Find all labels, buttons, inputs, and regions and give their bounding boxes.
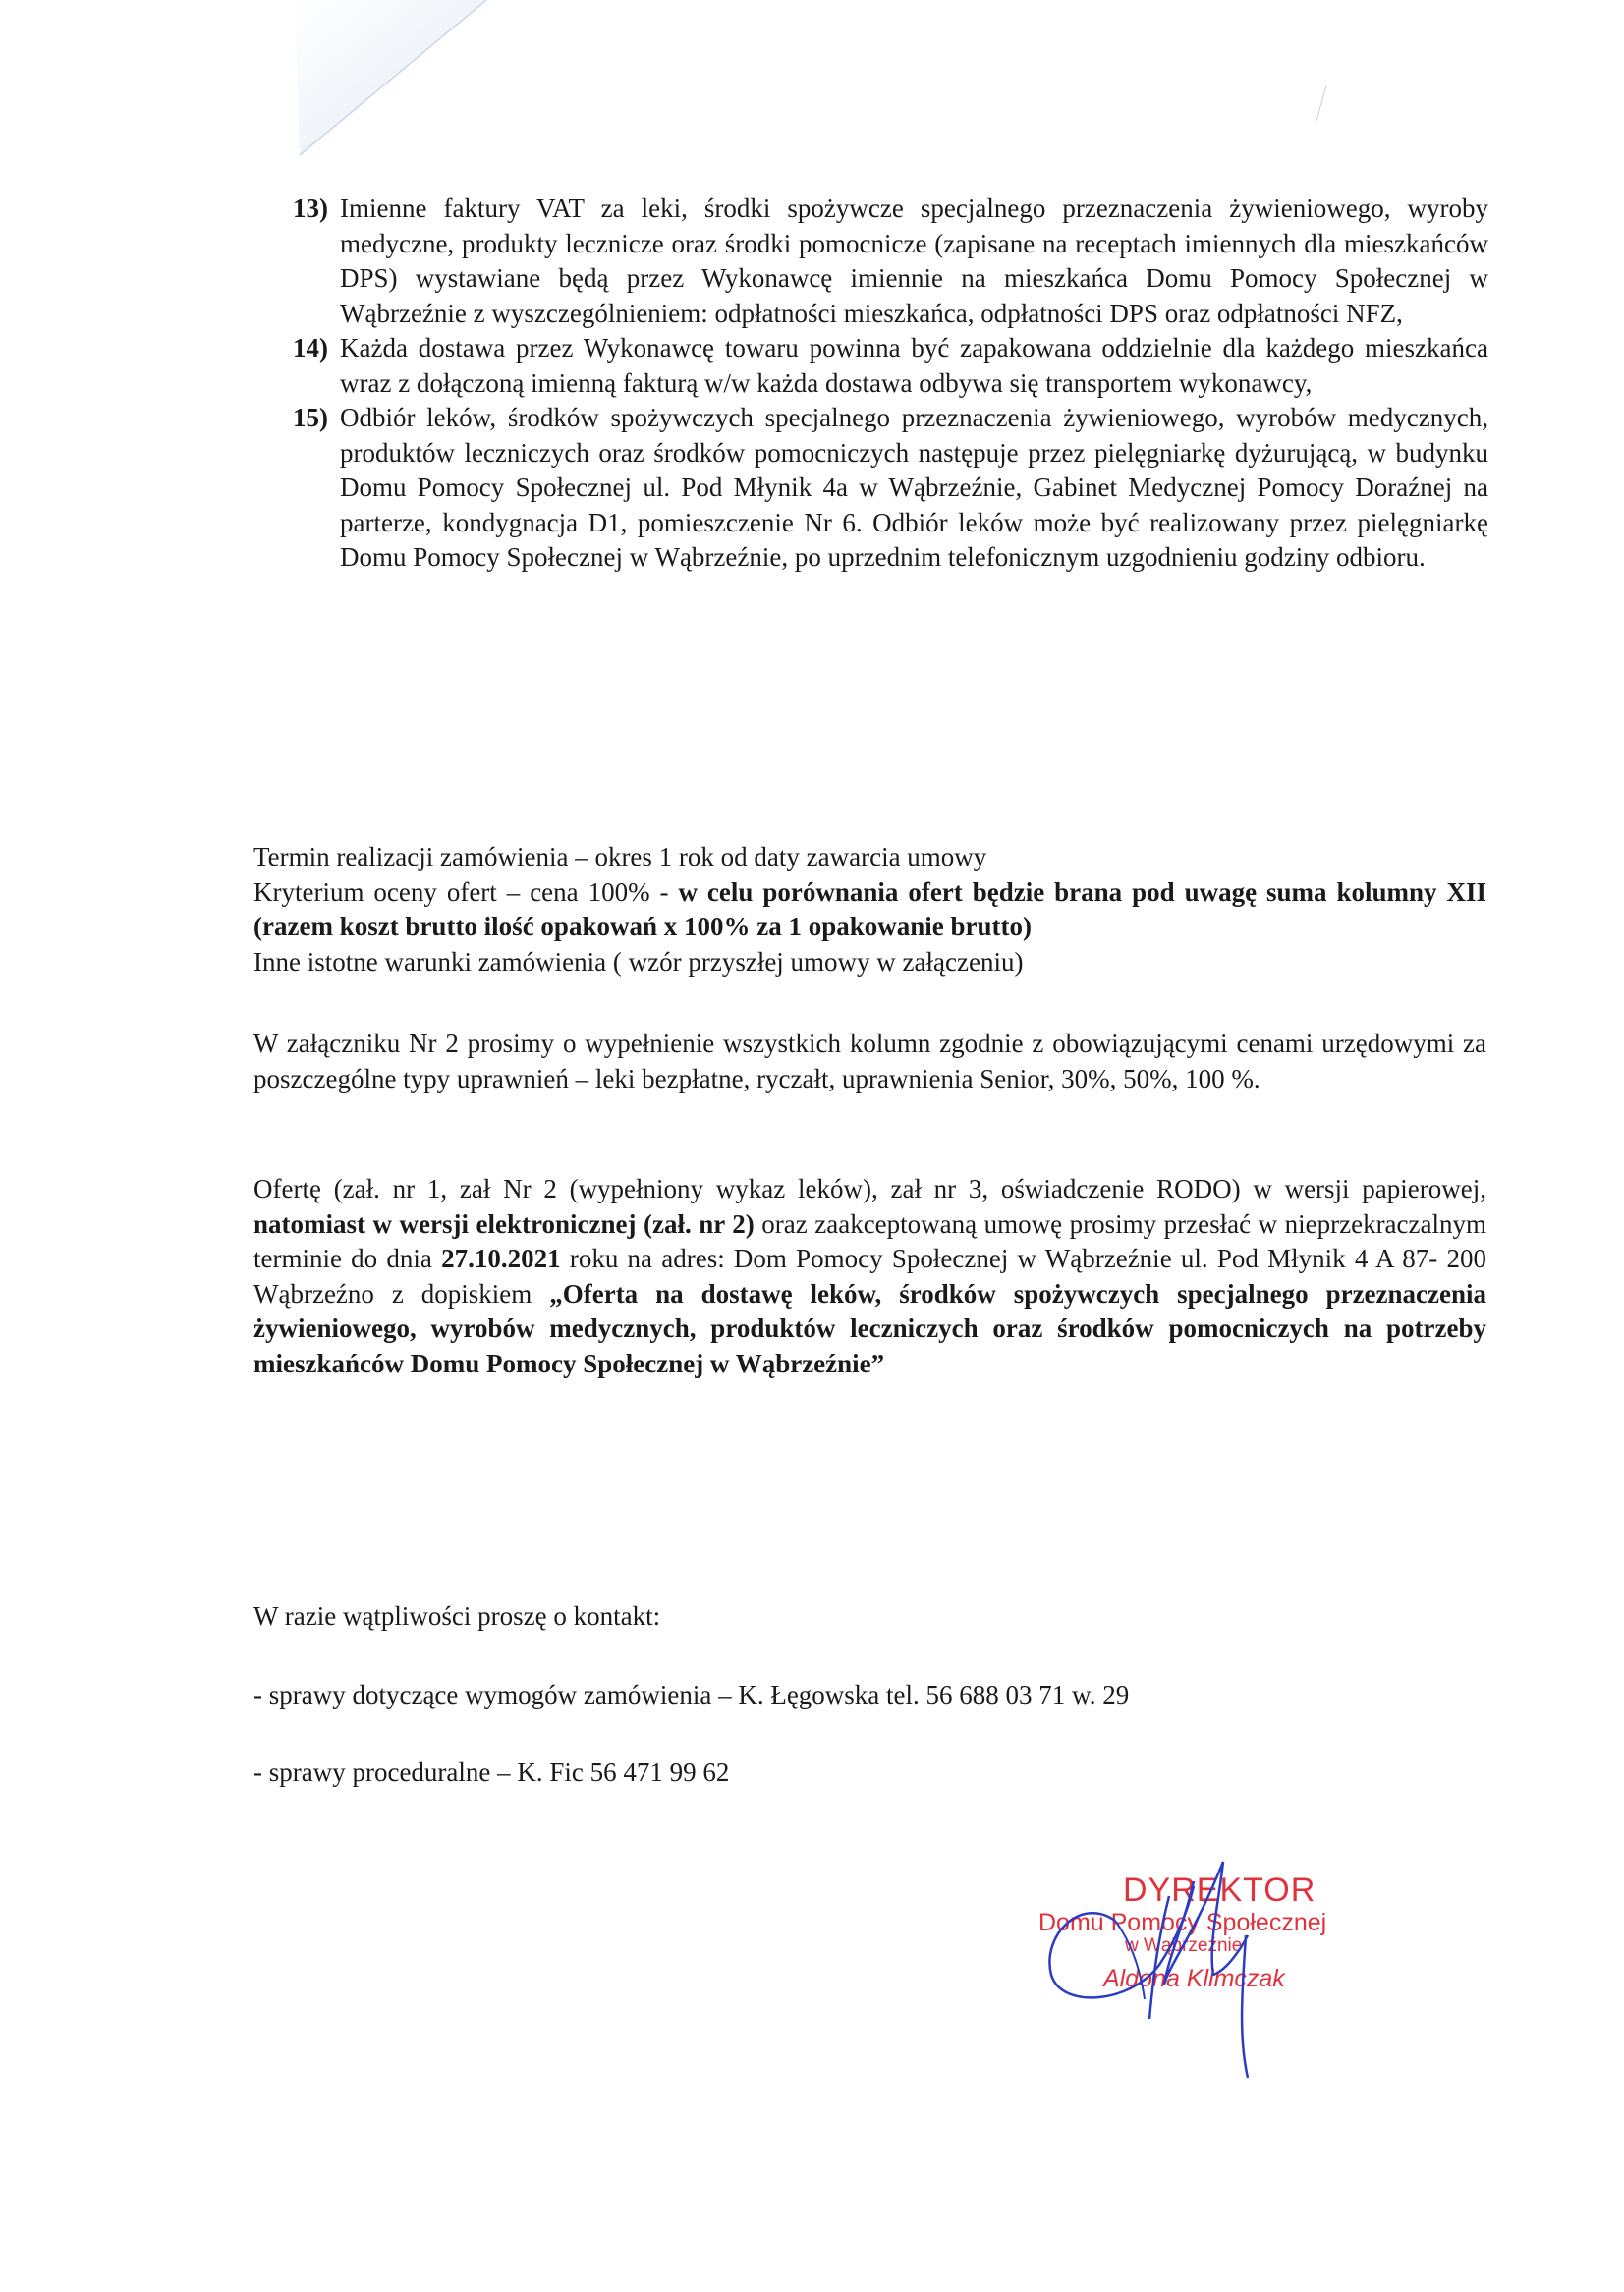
attachment-note-text: W załączniku Nr 2 prosimy o wypełnienie wszystkich kolumn zgodnie z obowiązującymi cenami urzędowymi za poszczególne typy uprawnień – leki bezpłatne, ryczałt, uprawnienia Senior, 30%, 50%, 100 %.	[253, 1029, 1486, 1093]
other-conditions-text: Inne istotne warunki zamówienia ( wzór przyszłej umowy w załączeniu)	[253, 946, 1024, 977]
order-terms-section	[253, 840, 1486, 979]
attachment-note	[253, 1027, 1486, 1096]
offer-title-bold: „Oferta na dostawę leków, środków spożywczych specjalnego przeznaczenia żywieniowego, wyrobów medycznych, produktów leczniczych oraz środków pomocniczych na potrzeby mieszkańców Domu Pomocy Społecznej w Wąbrzeźnie”	[253, 1278, 1487, 1378]
offer-part3: oraz zaakceptowaną umowę prosimy przesłać w nieprzekraczalnym terminie do dnia	[253, 1208, 1486, 1273]
stray-pen-mark	[1312, 84, 1331, 123]
item-number: 13)	[293, 194, 328, 223]
list-item	[295, 401, 1488, 576]
criteria-plain: Kryterium oceny ofert – cena 100% -	[253, 876, 679, 907]
item-number: 14)	[293, 333, 328, 363]
stamp-organization: Domu Pomocy Społecznej	[1038, 1909, 1327, 1936]
contact-procedural: - sprawy proceduralne – K. Fic 56 471 99 62	[253, 1758, 730, 1787]
offer-text	[253, 1172, 1486, 1381]
stamp-title: DYREKTOR	[1123, 1872, 1316, 1909]
offer-part4: roku na adres: Dom Pomocy Społecznej w Wąbrzeźnie ul. Pod Młynik 4 A 87- 200 Wąbrzeźno z dopiskiem	[253, 1244, 1486, 1309]
list-item	[295, 331, 1488, 401]
offer-part1: Ofertę (zał. nr 1, zał Nr 2 (wypełniony wykaz leków), zał nr 3, oświadczenie RODO) w wersji papierowej,	[253, 1174, 1486, 1203]
deadline-text: Termin realizacji zamówienia – okres 1 rok od daty zawarcia umowy	[253, 842, 987, 871]
stamp-name: Aldona Klimczak	[1103, 1965, 1285, 1992]
handwritten-signature	[1022, 1827, 1346, 2102]
contact-section	[253, 1599, 1486, 1834]
stamp-city: w Wąbrzeźnie	[1125, 1935, 1243, 1956]
contact-requirements: - sprawy dotyczące wymogów zamówienia – K. Łęgowska tel. 56 688 03 71 w. 29	[253, 1679, 1130, 1709]
offer-deadline-date: 27.10.2021	[441, 1244, 561, 1273]
offer-submission-section	[253, 1172, 1486, 1381]
contact-intro: W razie wątpliwości proszę o kontakt:	[253, 1601, 661, 1631]
list-item	[295, 192, 1488, 331]
numbered-requirements-list	[295, 192, 1488, 576]
criteria-bold: w celu porównania ofert będzie brana pod uwagę suma kolumny XII (razem koszt brutto ilość opakowań x 100% za 1 opakowanie brutto)	[253, 876, 1486, 941]
offer-electronic-bold: natomiast w wersji elektronicznej (zał. nr 2)	[253, 1208, 755, 1239]
page-corner-fold	[295, 0, 486, 157]
item-text: Odbiór leków, środków spożywczych specjalnego przeznaczenia żywieniowego, wyrobów medycznych, produktów leczniczych oraz środków pomocniczych następuje przez pielęgniarkę dyżurującą, w budynku Domu Pomocy Społecznej ul. Pod Młynik 4a w Wąbrzeźnie, Gabinet Medycznej Pomocy Doraźnej na parterze, kondygnacja D1, pomieszczenie Nr 6. Odbiór leków może być realizowany przez pielęgniarkę Domu Pomocy Społecznej w Wąbrzeźnie, po uprzednim telefonicznym uzgodnieniu godziny odbioru.	[340, 403, 1488, 572]
item-number: 15)	[293, 403, 328, 432]
criteria-text	[253, 875, 1486, 945]
item-text: Każda dostawa przez Wykonawcę towaru powinna być zapakowana oddzielnie dla każdego mieszkańca wraz z dołączoną imienną fakturą w/w każda dostawa odbywa się transportem wykonawcy,	[340, 333, 1488, 398]
item-text: Imienne faktury VAT za leki, środki spożywcze specjalnego przeznaczenia żywieniowego, wyroby medyczne, produkty lecznicze oraz środki pomocnicze (zapisane na receptach imiennych dla mieszkańców DPS) wystawiane będą przez Wykonawcę imiennie na mieszkańca Domu Pomocy Społecznej w Wąbrzeźnie z wyszczególnieniem: odpłatności mieszkańca, odpłatności DPS oraz odpłatności NFZ,	[340, 194, 1488, 328]
